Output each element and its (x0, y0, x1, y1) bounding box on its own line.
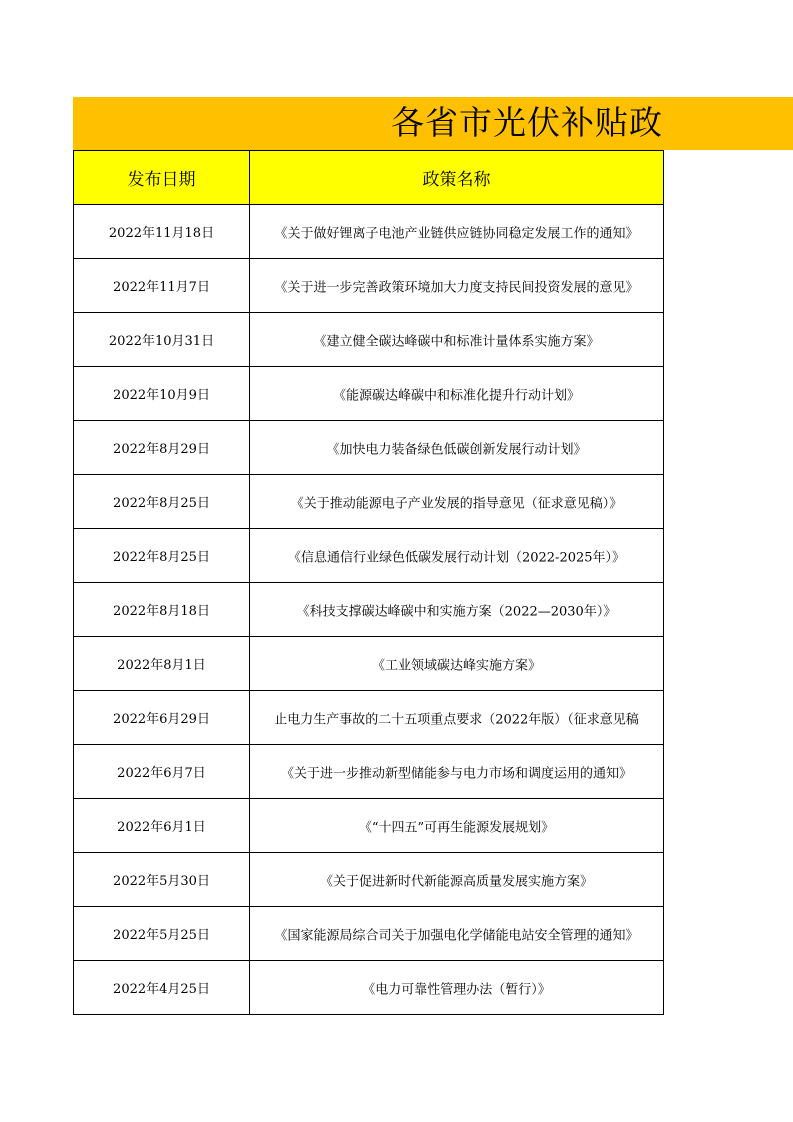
policy-name-text: 《关于进一步推动新型储能参与电力市场和调度运用的通知》 (280, 766, 633, 781)
policy-name-text: 《关于促进新时代新能源高质量发展实施方案》 (319, 874, 594, 889)
policy-name-text: 《科技支撑碳达峰碳中和实施方案（2022—2030年）》 (296, 604, 617, 619)
policy-name-cell[interactable] (250, 637, 664, 691)
date-cell[interactable]: 2022年6月7日 (74, 745, 250, 799)
date-cell[interactable]: 2022年5月25日 (74, 907, 250, 961)
table-row (74, 799, 664, 853)
table-row (74, 205, 664, 259)
table-row (74, 259, 664, 313)
policy-name-text: 《信息通信行业绿色低碳发展行动计划（2022-2025年）》 (287, 550, 626, 565)
table-row (74, 367, 664, 421)
policy-name-cell[interactable] (250, 583, 664, 637)
date-cell[interactable]: 2022年5月30日 (74, 853, 250, 907)
policy-name-cell[interactable] (250, 421, 664, 475)
policy-name-text: 《关于推动能源电子产业发展的指导意见（征求意见稿）》 (290, 496, 623, 511)
table-row (74, 421, 664, 475)
table-row (74, 637, 664, 691)
header-row (74, 151, 664, 205)
policy-name-text: 《能源碳达峰碳中和标准化提升行动计划》 (332, 388, 581, 403)
policy-name-cell[interactable] (250, 961, 664, 1015)
date-cell[interactable]: 2022年8月1日 (74, 637, 250, 691)
table-row (74, 529, 664, 583)
table-row (74, 907, 664, 961)
date-cell[interactable]: 2022年10月9日 (74, 367, 250, 421)
table-row (74, 691, 664, 745)
date-cell[interactable]: 2022年4月25日 (74, 961, 250, 1015)
column-header-date[interactable]: 发布日期 (74, 151, 250, 205)
policy-name-text: 止电力生产事故的二十五项重点要求（2022年版）（征求意见稿 (274, 712, 639, 727)
title-banner (73, 97, 793, 150)
date-cell[interactable]: 2022年11月18日 (74, 205, 250, 259)
table-row (74, 961, 664, 1015)
policy-name-cell[interactable] (250, 259, 664, 313)
policy-name-text: 《建立健全碳达峰碳中和标准计量体系实施方案》 (313, 334, 600, 349)
column-header-policy-name[interactable]: 政策名称 (250, 151, 664, 205)
date-cell[interactable]: 2022年10月31日 (74, 313, 250, 367)
policy-name-cell[interactable] (250, 745, 664, 799)
policy-name-text: 《电力可靠性管理办法（暂行）》 (362, 982, 551, 997)
policy-name-cell[interactable] (250, 907, 664, 961)
sheet-title: 各省市光伏补贴政 (391, 103, 663, 142)
policy-name-cell[interactable] (250, 853, 664, 907)
date-cell[interactable]: 2022年8月29日 (74, 421, 250, 475)
policy-name-cell[interactable] (250, 313, 664, 367)
policy-name-text: 《国家能源局综合司关于加强电化学储能电站安全管理的通知》 (274, 928, 639, 943)
table-row (74, 853, 664, 907)
policy-name-cell[interactable] (250, 529, 664, 583)
policy-name-text: 《关于做好锂离子电池产业链供应链协同稳定发展工作的通知》 (274, 226, 639, 241)
date-cell[interactable]: 2022年6月29日 (74, 691, 250, 745)
policy-name-cell[interactable] (250, 799, 664, 853)
date-cell[interactable]: 2022年8月18日 (74, 583, 250, 637)
policy-name-text: 《加快电力装备绿色低碳创新发展行动计划》 (326, 442, 587, 457)
date-cell[interactable]: 2022年11月7日 (74, 259, 250, 313)
policy-name-cell[interactable] (250, 205, 664, 259)
date-cell[interactable]: 2022年8月25日 (74, 529, 250, 583)
date-cell[interactable]: 2022年8月25日 (74, 475, 250, 529)
policy-name-cell[interactable] (250, 367, 664, 421)
table-row (74, 583, 664, 637)
table-row (74, 745, 664, 799)
policy-name-cell[interactable] (250, 691, 664, 745)
policy-table (73, 150, 664, 1015)
table-row (74, 313, 664, 367)
policy-name-text: 《工业领域碳达峰实施方案》 (371, 658, 542, 673)
date-cell[interactable]: 2022年6月1日 (74, 799, 250, 853)
table-row (74, 475, 664, 529)
policy-name-text: 《“十四五”可再生能源发展规划》 (358, 820, 555, 835)
policy-name-cell[interactable] (250, 475, 664, 529)
policy-name-text: 《关于进一步完善政策环境加大力度支持民间投资发展的意见》 (274, 280, 639, 295)
